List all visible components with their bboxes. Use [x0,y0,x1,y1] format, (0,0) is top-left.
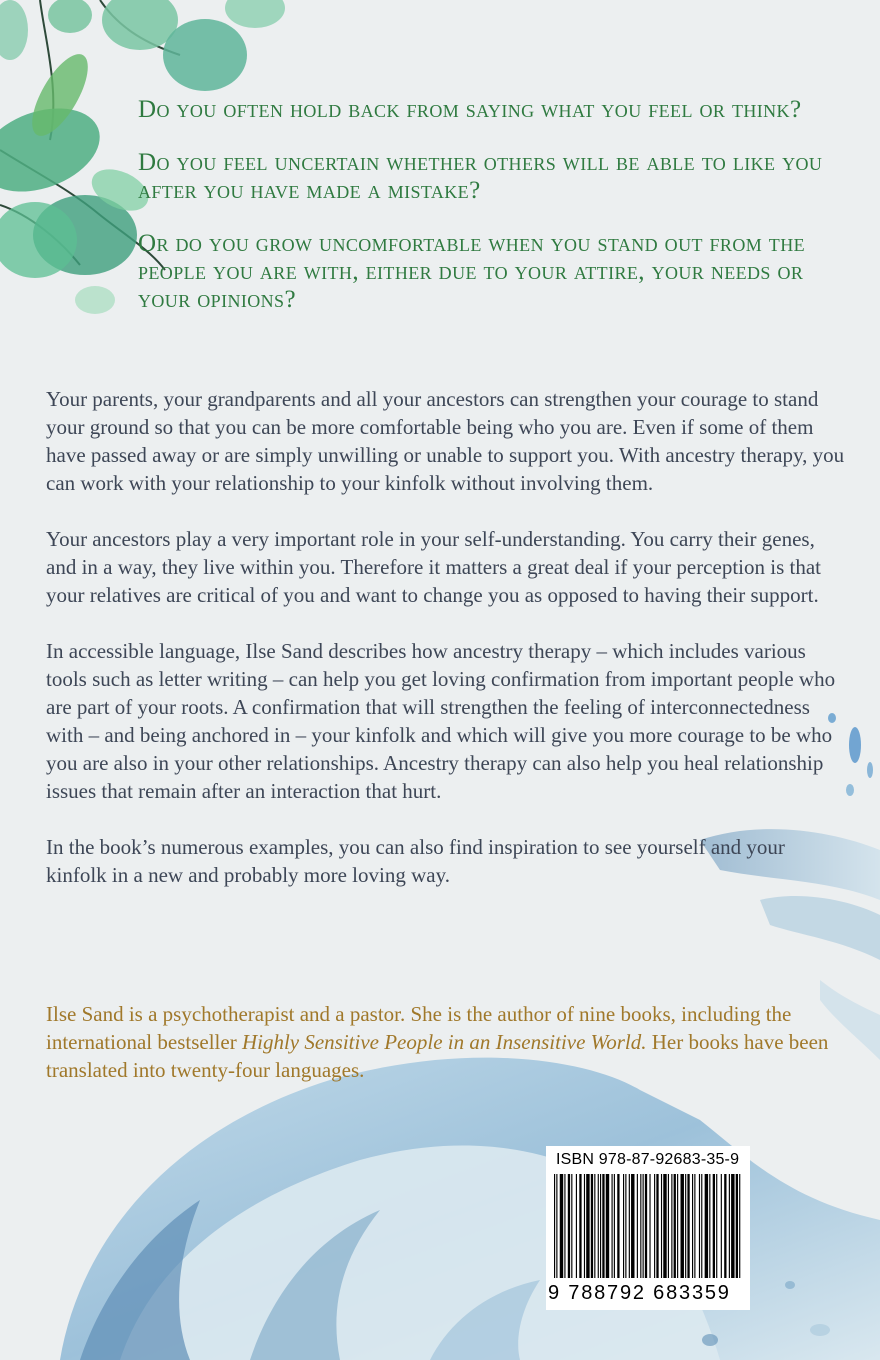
paragraph-1: Your parents, your grandparents and all your ancestors can strengthen your courage to stand your ground so that you can be more comfortable being who you are. Even if some of them have passed away or are simply unwilling or unable to support you. With ancestry therapy, you can work with your relationship to your kinfolk without involving them. [46,387,845,495]
barcode-bar [656,1174,658,1278]
ean-digits: 9 788792 683359 [548,1282,731,1304]
barcode-bar [625,1174,626,1278]
barcode-bar [571,1174,572,1278]
barcode-bar [699,1174,700,1278]
bio-text-start: Ilse Sand is a psychotherapist and a pastor. She is the author of nine books, including the international bestseller [46,1002,792,1054]
barcode-bar [584,1174,585,1278]
barcode-bar [640,1174,641,1278]
paragraph-4: In the book’s numerous examples, you can also find inspiration to see yourself and your kinfolk in a new and probably more loving way. [46,835,785,887]
barcode-bar [709,1174,710,1278]
question-1: Do you often hold back from saying what you feel or think? [138,96,802,123]
blurb-body [46,385,846,917]
barcode-bar [637,1174,638,1278]
barcode-bar [716,1174,717,1278]
opening-questions [138,96,838,339]
barcode-bar [598,1174,599,1278]
barcode-bar [681,1174,684,1278]
barcode-bar [600,1174,601,1278]
barcode-bar [606,1174,609,1278]
barcode-bar [731,1174,734,1278]
barcode-bar [663,1174,666,1278]
barcode-bar [668,1174,669,1278]
barcode-bar [614,1174,615,1278]
barcode-bar [576,1174,577,1278]
question-2: Do you feel uncertain whether others will be able to like you after you have made a mistake? [138,149,823,204]
paragraph-3: In accessible language, Ilse Sand describes how ancestry therapy – which includes various tools such as letter writing – can help you get loving confirmation from important people who are part of your roots. A confirmation that will strengthen the feeling of interconnectedness with – and being anchored in – your kinfolk and which will give you more courage to be who you are also in your other relationships. Ancestry therapy can also help you heal relationship issues that remain after an interaction that hurt. [46,639,836,803]
bio-text-end: Her books have been translated into twenty-four languages. [46,1030,829,1082]
barcode-bar [643,1174,644,1278]
barcode-bar [671,1174,672,1278]
barcode-bar [629,1174,630,1278]
barcode-bar [631,1174,634,1278]
barcode-bar [560,1174,563,1278]
barcode-bar [617,1174,619,1278]
isbn-barcode [546,1146,750,1310]
barcode-bar [661,1174,662,1278]
barcode-bar [687,1174,689,1278]
barcode-bar [692,1174,693,1278]
barcode-bar [736,1174,738,1278]
barcode-bar [556,1174,557,1278]
barcode-bar [602,1174,604,1278]
barcode-bar [568,1174,570,1278]
barcode-bar [579,1174,581,1278]
barcode-bar [594,1174,595,1278]
barcode-bar [685,1174,686,1278]
barcode-bar [591,1174,593,1278]
isbn-label: ISBN 978-87-92683-35-9 [556,1151,740,1168]
paragraph-2: Your ancestors play a very important role in your self-understanding. You carry their genes, and in a way, they live within you. Therefore it matters a great deal if your perception is that your relatives are critical of you and want to change you as opposed to having their support. [46,527,821,607]
bestseller-title: Highly Sensitive People in an Insensitive World. [241,1030,647,1054]
barcode-bar [677,1174,678,1278]
author-bio [46,1000,846,1084]
barcode-bar [694,1174,695,1278]
barcode-bar [623,1174,624,1278]
barcode-bar [724,1174,726,1278]
barcode-bar [674,1174,676,1278]
barcode-bar [705,1174,708,1278]
barcode-bar [729,1174,730,1278]
barcode-bar [654,1174,655,1278]
barcode-bar [721,1174,722,1278]
barcode-bars [552,1174,744,1282]
barcode-bar [713,1174,715,1278]
barcode-bar [564,1174,565,1278]
barcode-bar [701,1174,702,1278]
barcode-bar [554,1174,555,1278]
barcode-bar [649,1174,650,1278]
question-3: Or do you grow uncomfortable when you stand out from the people you are with, either due to your attire, your needs or your opinions? [138,230,805,313]
barcode-bar [739,1174,740,1278]
barcode-bar [612,1174,613,1278]
barcode-bar [645,1174,647,1278]
barcode-bar [586,1174,589,1278]
